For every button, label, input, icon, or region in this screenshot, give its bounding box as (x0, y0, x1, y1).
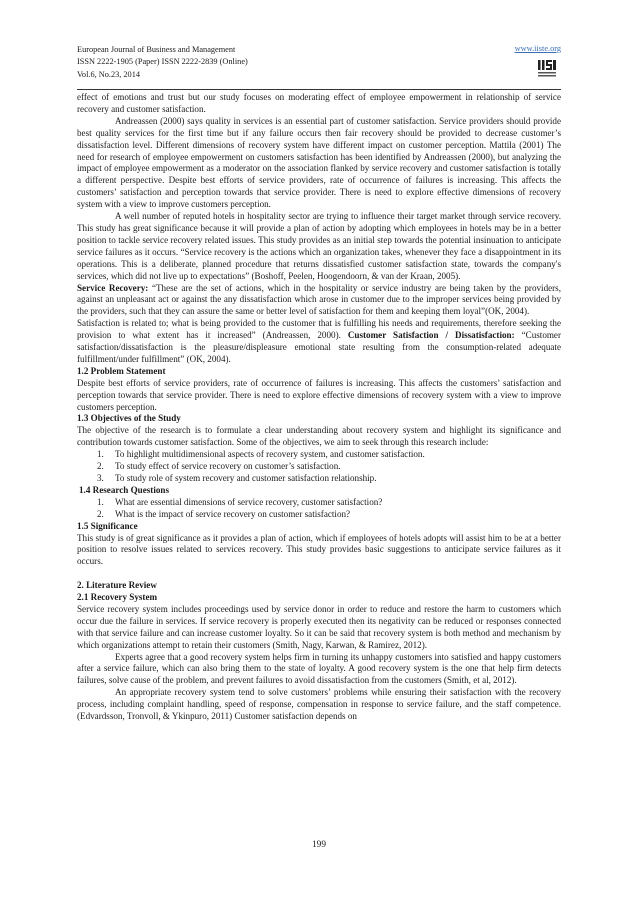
objectives-list (77, 449, 561, 485)
paragraph: An appropriate recovery system tend to solve customers’ problems while ensuring their satisfaction with the recovery process, including complaint handling, speed of response, compensation in response to service failure, and the staff competence. (Edvardsson, Tronvoll, & Ykinpuro, 2011) Customer satisfaction depends on (77, 687, 561, 722)
paragraph: Experts agree that a good recovery system helps firm in turning its unhappy customers into satisfied and happy customers after a service failure, which can also bring them to the state of loyalty. A good recovery system is the one that help firm detects failures, solve cause of the problem, and prevent failures to avoid dissatisfaction from the customers (Smith, et al, 2012). (77, 651, 561, 686)
section-heading-problem: 1.2 Problem Statement (77, 365, 166, 376)
section-heading-significance: 1.5 Significance (77, 520, 138, 531)
page-body (77, 92, 561, 723)
paragraph: Despite best efforts of service providers, rate of occurrence of failures is increasing. This affects the customers’ satisfaction and perception towards that service provider. There is need to explore effective dimensions of recovery system with a view to improve customers perception. (77, 377, 561, 412)
paragraph: Service recovery system includes proceedings used by service donor in order to reduce and restore the harm to customers which occur due the failure in services. If service recovery is properly executed then its negativity can be reduced or responses connected with that service failure and can increase customer loyalty. So it can be said that recovery system is both method and mechanism by which organizations attempt to retain their customers (Smith, Nagy, Karwan, & Ramirez, 2012). (77, 603, 561, 650)
iiste-logo-icon (535, 58, 559, 80)
subsection-heading-recovery-system: 2.1 Recovery System (77, 592, 158, 603)
list-item: 1. To highlight multidimensional aspects of recovery system, and customer satisfaction. (97, 449, 425, 460)
spacer (77, 568, 561, 580)
section-heading-questions: 1.4 Research Questions (79, 484, 170, 495)
paragraph: effect of emotions and trust but our study focuses on moderating effect of employee empowerment in relationship of service recovery and customer satisfaction. (77, 92, 561, 114)
paragraph-satisfaction-definition: Satisfaction is related to; what is being provided to the customer that is fulfilling his needs and requirements, therefore seeking the provision to what extent has it increased” (Andreassen, 2000). Customer Satisfaction / Dissatisfaction: “Customer satisfaction/dissatisfaction is the pleasure/displeasure emotional state resulting from the consumption-related adequate fulfillment/under fulfillment” (OK, 2004). (77, 318, 561, 364)
term-customer-satisfaction: Customer Satisfaction / Dissatisfaction: (347, 330, 515, 341)
page-header (77, 44, 561, 86)
paragraph: The objective of the research is to formulate a clear understanding about recovery system and highlight its significance and contribution towards customer satisfaction. Some of the objectives, we aim to seek through this research include: (77, 425, 561, 448)
journal-url-link[interactable]: www.iiste.org (514, 44, 561, 53)
journal-name: European Journal of Business and Management (77, 45, 236, 54)
header-rule (77, 89, 561, 90)
page-number: 199 (312, 840, 326, 850)
paragraph: Andreassen (2000) says quality in services is an essential part of customer satisfaction. Service providers should provide best quality services for the first time but if any failure occurs then fair recovery should be provided to decrease customer’s dissatisfaction level. Different dimensions of recovery system have different impact on customer perception. Mattila (2001) The need for research of employee empowerment on customers satisfaction has been identified by Andreassen (2000), but analyzing the impact of employee empowerment as a moderator on the association flanked by service recovery and customer satisfaction is totally a different perspective. Despite best efforts of service providers, rate of occurrence of failures is increasing. This affects the customers’ satisfaction and perception towards that service provider. There is need to explore effective dimensions of recovery system with a view to improve customers perception. (77, 115, 561, 210)
list-item: 2. To study effect of service recovery on customer’s satisfaction. (97, 461, 341, 472)
issn-line: ISSN 2222-1905 (Paper) ISSN 2222-2839 (Online) (77, 57, 248, 67)
list-item: 2. What is the impact of service recovery on customer satisfaction? (97, 508, 351, 519)
list-item: 3. To study role of system recovery and customer satisfaction relationship. (97, 473, 377, 483)
list-item: 1. What are essential dimensions of service recovery, customer satisfaction? (97, 496, 383, 507)
term-service-recovery: Service Recovery: (77, 282, 149, 293)
paragraph-service-recovery-definition: Service Recovery: “These are the set of actions, which in the hospitality or service industry are being taken by the providers, against an unpleasant act or against the any dissatisfaction which arose in customer due to the improper services being provided by the providers, such that they can assure the same or better level of satisfaction for them and keeping them loyal”(OK, 2004). (77, 282, 561, 317)
section-heading-literature: 2. Literature Review (77, 580, 157, 591)
questions-list (77, 497, 561, 521)
volume-line: Vol.6, No.23, 2014 (77, 69, 140, 79)
paragraph: A well number of reputed hotels in hospitality sector are trying to influence their target market through service recovery. This study has great significance because it will provide a plan of action by adopting which employees in hotels may be in a better position to tackle service recovery related issues. This study provides as an initial step towards the potential insinuation to anticipate service failures as it occurs. “Service recovery is the actions which an organization takes, whenever they face a disappointment in its operations. This is a deliberate, planned procedure that returns dissatisfied customer satisfaction state, towards the company's services, which did not live up to expectations” (Boshoff, Peelen, Hoogendoorn, & van der Kraan, 2005). (77, 211, 561, 281)
paragraph: This study is of great significance as it provides a plan of action, which if employees of hotels adopts will assist him to be at a better position to resolve issues related to services recovery. This study provides basic suggestions to anticipate service failures as it occurs. (77, 532, 561, 567)
section-heading-objectives: 1.3 Objectives of the Study (77, 413, 181, 424)
